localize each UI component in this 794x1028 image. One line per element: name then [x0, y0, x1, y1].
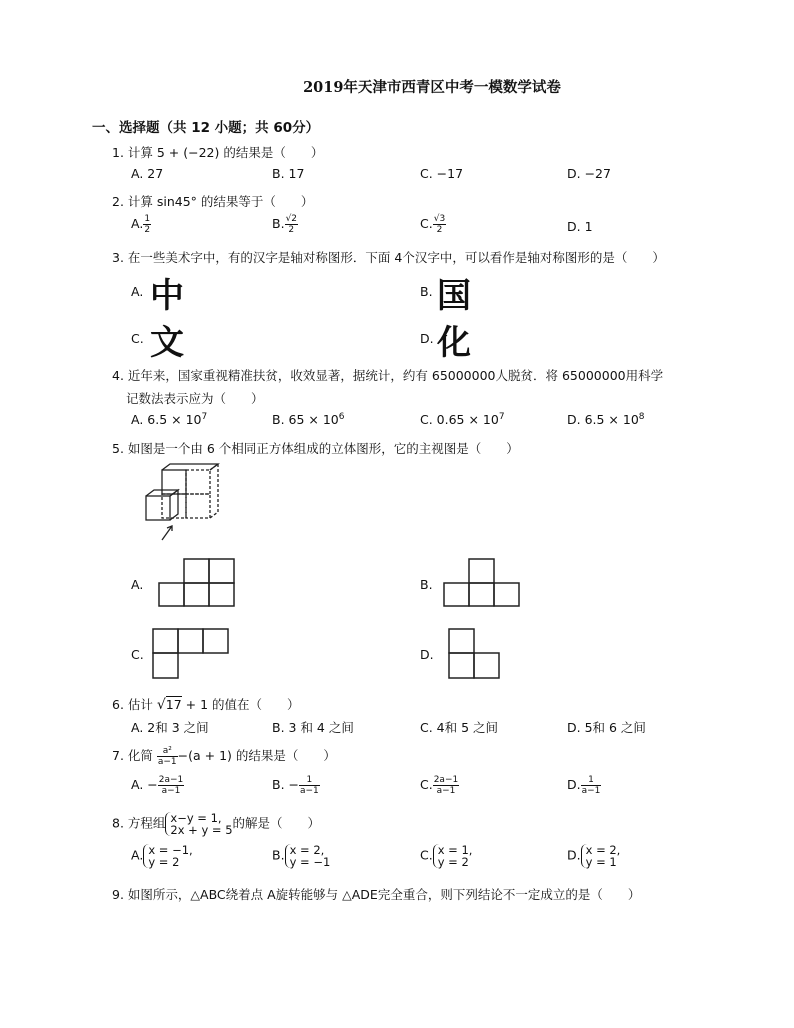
q5-cube-figure: [132, 462, 222, 542]
q7-option-b: B. − $\frac{1}{a-1}$: [272, 775, 319, 796]
question-6-stem: 6. 估计 √17 + 1 的值在（ ）: [112, 697, 300, 713]
q3-character-guo: 国: [437, 276, 471, 316]
q5-option-c-label: C.: [131, 647, 144, 662]
question-7-stem: 7. 化简 $\frac{\text{a²}}{a-1}$ −(a + 1) 的结果是（ ）: [112, 746, 336, 767]
q6-option-c: C. 4和 5 之间: [420, 720, 499, 735]
q5-option-d-figure: [448, 628, 502, 680]
q3-character-hua: 化: [437, 323, 471, 363]
q1-option-d: D. −27: [567, 166, 611, 181]
question-3-stem: 3. 在一些美术字中，有的汉字是轴对称图形．下面 4个汉字中，可以看作是轴对称图形的是（ ）: [112, 250, 665, 265]
q4-option-c: C. $0.65 \times 10^7$: [420, 412, 505, 428]
q4-option-b: B. $65 \times 10^6$: [272, 412, 345, 428]
q4-option-d: D. $6.5 \times 10^8$: [567, 412, 645, 428]
question-1-stem: 1. 计算 5 + (−22) 的结果是（ ）: [112, 145, 324, 160]
q7-option-a: A. − $\frac{2a-1}{a-1}$: [131, 775, 184, 796]
q7-option-d: D. $\frac{1}{a-1}$: [567, 775, 601, 796]
q3-option-d-label: D.: [420, 331, 434, 346]
q3-option-a-label: A.: [131, 284, 144, 299]
q2-option-c: C. $\frac{√3}{2}$: [420, 214, 446, 235]
q5-option-a-label: A.: [131, 577, 144, 592]
q5-option-a-figure: [158, 558, 236, 608]
q2-option-d: D. 1: [567, 219, 593, 234]
q3-option-b-label: B.: [420, 284, 433, 299]
q5-option-c-figure: [152, 628, 230, 680]
q6-option-a: A. 2和 3 之间: [131, 720, 209, 735]
q8-option-c: C. x = 1, y = 2: [420, 843, 473, 869]
q8-option-d: D. x = 2, y = 1: [567, 843, 621, 869]
q6-option-d: D. 5和 6 之间: [567, 720, 646, 735]
question-5-stem: 5. 如图是一个由 6 个相同正方体组成的立体图形，它的主视图是（ ）: [112, 441, 519, 456]
q1-option-b: B. 17: [272, 166, 305, 181]
q8-option-b: B. x = 2, y = −1: [272, 843, 331, 869]
question-4-stem-line2: 记数法表示应为（ ）: [126, 391, 264, 406]
q6-option-b: B. 3 和 4 之间: [272, 720, 354, 735]
q1-option-c: C. −17: [420, 166, 464, 181]
q5-option-d-label: D.: [420, 647, 434, 662]
q5-option-b-figure: [443, 558, 521, 608]
question-2-stem: 2. 计算 sin45° 的结果等于（ ）: [112, 194, 314, 209]
q4-option-a: A. $6.5 \times 10^7$: [131, 412, 208, 428]
q2-option-b: B. $\frac{√2}{2}$: [272, 214, 298, 235]
question-8-stem: 8. 方程组 x−y = 1, 2x + y = 5 的解是（ ）: [112, 811, 321, 837]
q2-option-a: A. $\frac{1}{2}$: [131, 214, 151, 235]
q3-option-c-label: C.: [131, 331, 144, 346]
section-heading: 一、选择题（共 12 小题；共 60分）: [92, 120, 320, 136]
question-4-stem-line1: 4. 近年来，国家重视精准扶贫，收效显著，据统计，约有 65000000人脱贫．将 65000000用科学: [112, 368, 664, 383]
q5-option-b-label: B.: [420, 577, 433, 592]
question-9-stem: 9. 如图所示，△ABC绕着点 A旋转能够与 △ADE完全重合，则下列结论不一定成立的是（ ）: [112, 887, 641, 902]
q3-character-wen: 文: [150, 323, 184, 363]
q1-option-a: A. 27: [131, 166, 164, 181]
q3-character-zhong: 中: [150, 276, 184, 316]
page-title: 2019年天津市西青区中考一模数学试卷: [303, 79, 561, 96]
q8-option-a: A. x = −1, y = 2: [131, 843, 193, 869]
q7-option-c: C. $\frac{2a-1}{a-1}$: [420, 775, 459, 796]
